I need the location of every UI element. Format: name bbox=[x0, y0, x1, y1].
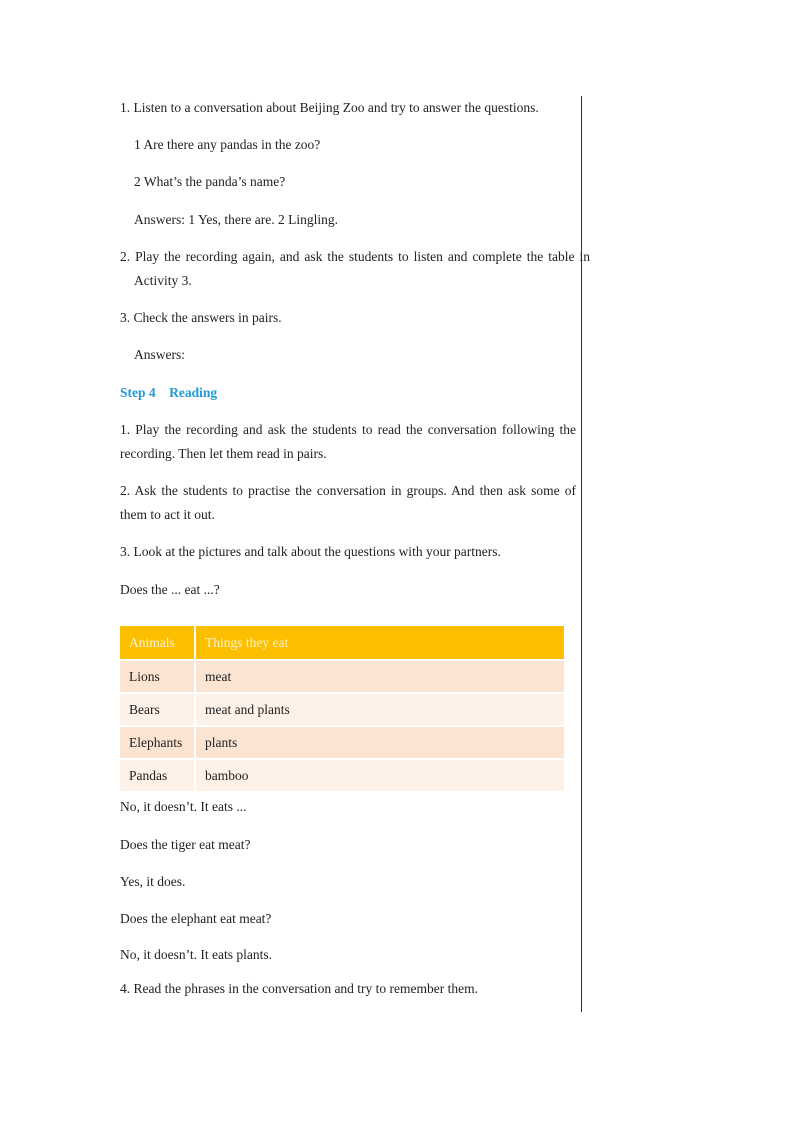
animal-cell: Pandas bbox=[120, 760, 196, 791]
animal-cell: Elephants bbox=[120, 727, 196, 758]
check-instruction: 3. Check the answers in pairs. bbox=[120, 310, 282, 325]
elephant-answer: No, it doesn’t. It eats plants. bbox=[120, 947, 272, 962]
tiger-answer: Yes, it does. bbox=[120, 874, 186, 889]
table-row bbox=[120, 694, 564, 725]
food-cell: bamboo bbox=[196, 760, 564, 791]
replay-instruction: 2. Play the recording again, and ask the students to listen and complete the table in Activity 3. bbox=[120, 249, 590, 288]
food-cell: meat bbox=[196, 661, 564, 692]
listen-instruction: 1. Listen to a conversation about Beijing Zoo and try to answer the questions. bbox=[120, 100, 539, 115]
question-2: 2 What’s the panda’s name? bbox=[134, 174, 286, 189]
table-header-row bbox=[120, 626, 564, 659]
step-number: Step 4 bbox=[120, 385, 156, 400]
question-1: 1 Are there any pandas in the zoo? bbox=[134, 137, 321, 152]
answers-label: Answers: bbox=[134, 347, 185, 362]
tiger-question: Does the tiger eat meat? bbox=[120, 837, 251, 852]
response-pattern: No, it doesn’t. It eats ... bbox=[120, 799, 247, 814]
header-animals: Animals bbox=[120, 626, 196, 659]
margin-rule bbox=[581, 96, 582, 1012]
reading-instruction-2: 2. Ask the students to practise the conversation in groups. And then ask some of them to act it out. bbox=[120, 483, 576, 522]
reading-instruction-4: 4. Read the phrases in the conversation and try to remember them. bbox=[120, 981, 479, 996]
elephant-question: Does the elephant eat meat? bbox=[120, 911, 272, 926]
food-cell: meat and plants bbox=[196, 694, 564, 725]
table-row bbox=[120, 727, 564, 758]
step-heading bbox=[120, 381, 576, 405]
reading-instruction-1: 1. Play the recording and ask the students to read the conversation following the recording. Then let them read in pairs. bbox=[120, 422, 576, 461]
step-title: Reading bbox=[169, 385, 218, 400]
animal-cell: Lions bbox=[120, 661, 196, 692]
question-pattern: Does the ... eat ...? bbox=[120, 582, 220, 597]
answers-listening: Answers: 1 Yes, there are. 2 Lingling. bbox=[134, 212, 338, 227]
reading-instruction-3: 3. Look at the pictures and talk about the questions with your partners. bbox=[120, 544, 501, 559]
table-row bbox=[120, 661, 564, 692]
animal-food-table bbox=[120, 624, 564, 793]
table-row bbox=[120, 760, 564, 791]
food-cell: plants bbox=[196, 727, 564, 758]
header-things-they-eat: Things they eat bbox=[196, 626, 564, 659]
animal-cell: Bears bbox=[120, 694, 196, 725]
